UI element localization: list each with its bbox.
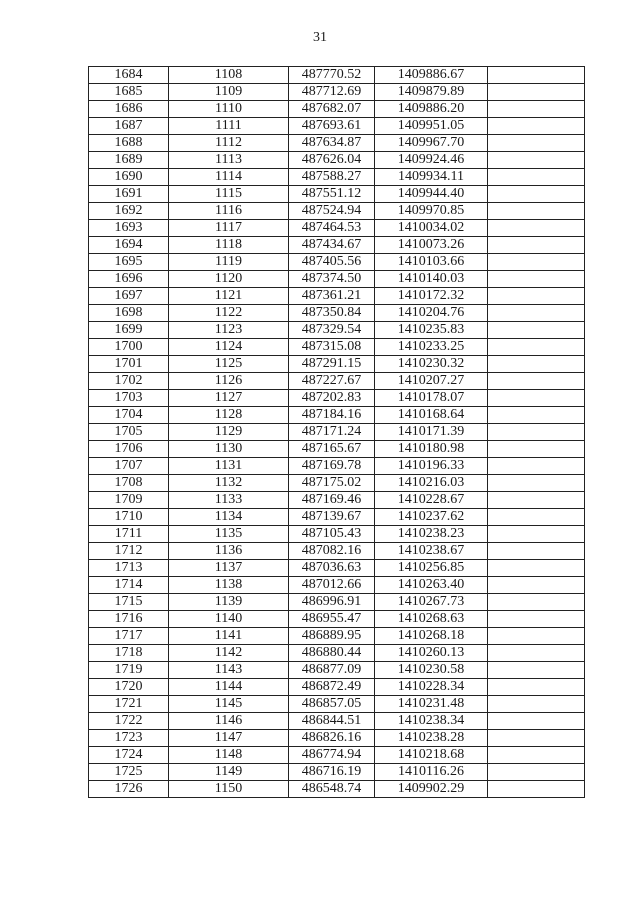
y-coordinate-cell: 1410231.48 (375, 696, 488, 713)
empty-cell (488, 577, 585, 594)
vertex-number-cell: 1142 (169, 645, 289, 662)
y-coordinate-cell: 1410073.26 (375, 237, 488, 254)
point-number-cell: 1719 (89, 662, 169, 679)
y-coordinate-cell: 1410260.13 (375, 645, 488, 662)
y-coordinate-cell: 1410228.67 (375, 492, 488, 509)
x-coordinate-cell: 487682.07 (289, 101, 375, 118)
y-coordinate-cell: 1410267.73 (375, 594, 488, 611)
table-row (89, 220, 585, 237)
empty-cell (488, 84, 585, 101)
y-coordinate-cell: 1410238.67 (375, 543, 488, 560)
table-row (89, 169, 585, 186)
x-coordinate-cell: 487434.67 (289, 237, 375, 254)
table-row (89, 322, 585, 339)
empty-cell (488, 203, 585, 220)
empty-cell (488, 322, 585, 339)
x-coordinate-cell: 487139.67 (289, 509, 375, 526)
point-number-cell: 1707 (89, 458, 169, 475)
vertex-number-cell: 1139 (169, 594, 289, 611)
point-number-cell: 1724 (89, 747, 169, 764)
vertex-number-cell: 1131 (169, 458, 289, 475)
table-row (89, 662, 585, 679)
table-row (89, 390, 585, 407)
y-coordinate-cell: 1410268.18 (375, 628, 488, 645)
point-number-cell: 1696 (89, 271, 169, 288)
point-number-cell: 1694 (89, 237, 169, 254)
vertex-number-cell: 1150 (169, 781, 289, 798)
empty-cell (488, 509, 585, 526)
empty-cell (488, 594, 585, 611)
x-coordinate-cell: 486877.09 (289, 662, 375, 679)
empty-cell (488, 747, 585, 764)
y-coordinate-cell: 1410204.76 (375, 305, 488, 322)
y-coordinate-cell: 1410034.02 (375, 220, 488, 237)
x-coordinate-cell: 487036.63 (289, 560, 375, 577)
x-coordinate-cell: 486880.44 (289, 645, 375, 662)
table-row (89, 492, 585, 509)
point-number-cell: 1716 (89, 611, 169, 628)
empty-cell (488, 781, 585, 798)
empty-cell (488, 356, 585, 373)
point-number-cell: 1703 (89, 390, 169, 407)
coordinates-table (88, 66, 585, 798)
table-row (89, 152, 585, 169)
x-coordinate-cell: 487184.16 (289, 407, 375, 424)
x-coordinate-cell: 486548.74 (289, 781, 375, 798)
point-number-cell: 1718 (89, 645, 169, 662)
vertex-number-cell: 1143 (169, 662, 289, 679)
empty-cell (488, 628, 585, 645)
vertex-number-cell: 1112 (169, 135, 289, 152)
table-row (89, 747, 585, 764)
y-coordinate-cell: 1410237.62 (375, 509, 488, 526)
point-number-cell: 1712 (89, 543, 169, 560)
x-coordinate-cell: 487012.66 (289, 577, 375, 594)
vertex-number-cell: 1124 (169, 339, 289, 356)
vertex-number-cell: 1141 (169, 628, 289, 645)
y-coordinate-cell: 1410116.26 (375, 764, 488, 781)
empty-cell (488, 679, 585, 696)
vertex-number-cell: 1127 (169, 390, 289, 407)
empty-cell (488, 101, 585, 118)
y-coordinate-cell: 1409944.40 (375, 186, 488, 203)
point-number-cell: 1706 (89, 441, 169, 458)
y-coordinate-cell: 1410180.98 (375, 441, 488, 458)
x-coordinate-cell: 487082.16 (289, 543, 375, 560)
table-row (89, 101, 585, 118)
empty-cell (488, 288, 585, 305)
empty-cell (488, 492, 585, 509)
table-row (89, 543, 585, 560)
vertex-number-cell: 1110 (169, 101, 289, 118)
table-row (89, 781, 585, 798)
point-number-cell: 1720 (89, 679, 169, 696)
point-number-cell: 1701 (89, 356, 169, 373)
y-coordinate-cell: 1410228.34 (375, 679, 488, 696)
y-coordinate-cell: 1410233.25 (375, 339, 488, 356)
y-coordinate-cell: 1410216.03 (375, 475, 488, 492)
point-number-cell: 1684 (89, 67, 169, 84)
point-number-cell: 1699 (89, 322, 169, 339)
table-row (89, 730, 585, 747)
vertex-number-cell: 1136 (169, 543, 289, 560)
table-row (89, 645, 585, 662)
point-number-cell: 1723 (89, 730, 169, 747)
x-coordinate-cell: 487634.87 (289, 135, 375, 152)
x-coordinate-cell: 487350.84 (289, 305, 375, 322)
point-number-cell: 1698 (89, 305, 169, 322)
point-number-cell: 1708 (89, 475, 169, 492)
y-coordinate-cell: 1410140.03 (375, 271, 488, 288)
x-coordinate-cell: 487169.78 (289, 458, 375, 475)
empty-cell (488, 764, 585, 781)
x-coordinate-cell: 486716.19 (289, 764, 375, 781)
vertex-number-cell: 1135 (169, 526, 289, 543)
vertex-number-cell: 1128 (169, 407, 289, 424)
x-coordinate-cell: 487464.53 (289, 220, 375, 237)
point-number-cell: 1725 (89, 764, 169, 781)
x-coordinate-cell: 486955.47 (289, 611, 375, 628)
empty-cell (488, 118, 585, 135)
vertex-number-cell: 1116 (169, 203, 289, 220)
table-row (89, 424, 585, 441)
table-row (89, 271, 585, 288)
point-number-cell: 1705 (89, 424, 169, 441)
vertex-number-cell: 1133 (169, 492, 289, 509)
y-coordinate-cell: 1409886.20 (375, 101, 488, 118)
empty-cell (488, 730, 585, 747)
point-number-cell: 1702 (89, 373, 169, 390)
x-coordinate-cell: 486889.95 (289, 628, 375, 645)
empty-cell (488, 339, 585, 356)
table-row (89, 84, 585, 101)
point-number-cell: 1687 (89, 118, 169, 135)
empty-cell (488, 424, 585, 441)
x-coordinate-cell: 487361.21 (289, 288, 375, 305)
point-number-cell: 1700 (89, 339, 169, 356)
vertex-number-cell: 1130 (169, 441, 289, 458)
x-coordinate-cell: 487227.67 (289, 373, 375, 390)
empty-cell (488, 67, 585, 84)
y-coordinate-cell: 1409879.89 (375, 84, 488, 101)
y-coordinate-cell: 1409886.67 (375, 67, 488, 84)
empty-cell (488, 390, 585, 407)
y-coordinate-cell: 1410238.23 (375, 526, 488, 543)
vertex-number-cell: 1125 (169, 356, 289, 373)
table-row (89, 526, 585, 543)
point-number-cell: 1691 (89, 186, 169, 203)
x-coordinate-cell: 486857.05 (289, 696, 375, 713)
empty-cell (488, 373, 585, 390)
table-row (89, 67, 585, 84)
x-coordinate-cell: 486826.16 (289, 730, 375, 747)
x-coordinate-cell: 487712.69 (289, 84, 375, 101)
empty-cell (488, 407, 585, 424)
point-number-cell: 1686 (89, 101, 169, 118)
y-coordinate-cell: 1409902.29 (375, 781, 488, 798)
vertex-number-cell: 1148 (169, 747, 289, 764)
y-coordinate-cell: 1410263.40 (375, 577, 488, 594)
empty-cell (488, 135, 585, 152)
table-row (89, 441, 585, 458)
vertex-number-cell: 1119 (169, 254, 289, 271)
y-coordinate-cell: 1410235.83 (375, 322, 488, 339)
table-row (89, 288, 585, 305)
vertex-number-cell: 1123 (169, 322, 289, 339)
x-coordinate-cell: 487202.83 (289, 390, 375, 407)
empty-cell (488, 645, 585, 662)
table-row (89, 186, 585, 203)
vertex-number-cell: 1118 (169, 237, 289, 254)
x-coordinate-cell: 487171.24 (289, 424, 375, 441)
x-coordinate-cell: 487291.15 (289, 356, 375, 373)
empty-cell (488, 152, 585, 169)
x-coordinate-cell: 486844.51 (289, 713, 375, 730)
x-coordinate-cell: 487626.04 (289, 152, 375, 169)
table-row (89, 679, 585, 696)
vertex-number-cell: 1120 (169, 271, 289, 288)
y-coordinate-cell: 1410168.64 (375, 407, 488, 424)
table-row (89, 611, 585, 628)
empty-cell (488, 305, 585, 322)
vertex-number-cell: 1138 (169, 577, 289, 594)
x-coordinate-cell: 487405.56 (289, 254, 375, 271)
point-number-cell: 1713 (89, 560, 169, 577)
y-coordinate-cell: 1409970.85 (375, 203, 488, 220)
table-row (89, 594, 585, 611)
y-coordinate-cell: 1410238.34 (375, 713, 488, 730)
point-number-cell: 1710 (89, 509, 169, 526)
table-row (89, 577, 585, 594)
y-coordinate-cell: 1410171.39 (375, 424, 488, 441)
table-row (89, 237, 585, 254)
page-number: 31 (313, 30, 327, 45)
empty-cell (488, 543, 585, 560)
x-coordinate-cell: 487105.43 (289, 526, 375, 543)
y-coordinate-cell: 1409934.11 (375, 169, 488, 186)
y-coordinate-cell: 1409951.05 (375, 118, 488, 135)
x-coordinate-cell: 487329.54 (289, 322, 375, 339)
table-row (89, 560, 585, 577)
empty-cell (488, 441, 585, 458)
table-row (89, 339, 585, 356)
vertex-number-cell: 1115 (169, 186, 289, 203)
vertex-number-cell: 1145 (169, 696, 289, 713)
table-row (89, 475, 585, 492)
vertex-number-cell: 1134 (169, 509, 289, 526)
point-number-cell: 1714 (89, 577, 169, 594)
coordinates-table-body (89, 67, 585, 798)
vertex-number-cell: 1126 (169, 373, 289, 390)
point-number-cell: 1704 (89, 407, 169, 424)
vertex-number-cell: 1117 (169, 220, 289, 237)
x-coordinate-cell: 487770.52 (289, 67, 375, 84)
point-number-cell: 1709 (89, 492, 169, 509)
empty-cell (488, 237, 585, 254)
x-coordinate-cell: 487551.12 (289, 186, 375, 203)
table-row (89, 356, 585, 373)
y-coordinate-cell: 1410207.27 (375, 373, 488, 390)
empty-cell (488, 560, 585, 577)
empty-cell (488, 662, 585, 679)
y-coordinate-cell: 1410218.68 (375, 747, 488, 764)
point-number-cell: 1711 (89, 526, 169, 543)
vertex-number-cell: 1146 (169, 713, 289, 730)
vertex-number-cell: 1144 (169, 679, 289, 696)
empty-cell (488, 713, 585, 730)
point-number-cell: 1695 (89, 254, 169, 271)
table-row (89, 696, 585, 713)
empty-cell (488, 254, 585, 271)
vertex-number-cell: 1109 (169, 84, 289, 101)
point-number-cell: 1721 (89, 696, 169, 713)
x-coordinate-cell: 487588.27 (289, 169, 375, 186)
empty-cell (488, 696, 585, 713)
vertex-number-cell: 1129 (169, 424, 289, 441)
point-number-cell: 1689 (89, 152, 169, 169)
empty-cell (488, 186, 585, 203)
table-row (89, 203, 585, 220)
x-coordinate-cell: 486996.91 (289, 594, 375, 611)
table-row (89, 509, 585, 526)
vertex-number-cell: 1147 (169, 730, 289, 747)
point-number-cell: 1688 (89, 135, 169, 152)
y-coordinate-cell: 1410103.66 (375, 254, 488, 271)
x-coordinate-cell: 487374.50 (289, 271, 375, 288)
point-number-cell: 1726 (89, 781, 169, 798)
y-coordinate-cell: 1410256.85 (375, 560, 488, 577)
table-row (89, 764, 585, 781)
x-coordinate-cell: 487165.67 (289, 441, 375, 458)
empty-cell (488, 611, 585, 628)
y-coordinate-cell: 1410268.63 (375, 611, 488, 628)
empty-cell (488, 526, 585, 543)
table-row (89, 628, 585, 645)
vertex-number-cell: 1113 (169, 152, 289, 169)
empty-cell (488, 475, 585, 492)
point-number-cell: 1715 (89, 594, 169, 611)
table-row (89, 713, 585, 730)
table-row (89, 135, 585, 152)
vertex-number-cell: 1111 (169, 118, 289, 135)
point-number-cell: 1692 (89, 203, 169, 220)
vertex-number-cell: 1140 (169, 611, 289, 628)
y-coordinate-cell: 1409924.46 (375, 152, 488, 169)
y-coordinate-cell: 1410230.58 (375, 662, 488, 679)
y-coordinate-cell: 1410178.07 (375, 390, 488, 407)
x-coordinate-cell: 487693.61 (289, 118, 375, 135)
x-coordinate-cell: 486872.49 (289, 679, 375, 696)
vertex-number-cell: 1149 (169, 764, 289, 781)
vertex-number-cell: 1121 (169, 288, 289, 305)
point-number-cell: 1697 (89, 288, 169, 305)
table-row (89, 373, 585, 390)
table-row (89, 118, 585, 135)
point-number-cell: 1722 (89, 713, 169, 730)
point-number-cell: 1693 (89, 220, 169, 237)
empty-cell (488, 458, 585, 475)
vertex-number-cell: 1114 (169, 169, 289, 186)
x-coordinate-cell: 486774.94 (289, 747, 375, 764)
vertex-number-cell: 1122 (169, 305, 289, 322)
x-coordinate-cell: 487169.46 (289, 492, 375, 509)
y-coordinate-cell: 1410172.32 (375, 288, 488, 305)
table-row (89, 458, 585, 475)
empty-cell (488, 220, 585, 237)
table-row (89, 305, 585, 322)
vertex-number-cell: 1132 (169, 475, 289, 492)
vertex-number-cell: 1137 (169, 560, 289, 577)
point-number-cell: 1690 (89, 169, 169, 186)
point-number-cell: 1685 (89, 84, 169, 101)
vertex-number-cell: 1108 (169, 67, 289, 84)
table-row (89, 407, 585, 424)
x-coordinate-cell: 487175.02 (289, 475, 375, 492)
x-coordinate-cell: 487315.08 (289, 339, 375, 356)
empty-cell (488, 271, 585, 288)
point-number-cell: 1717 (89, 628, 169, 645)
y-coordinate-cell: 1410238.28 (375, 730, 488, 747)
y-coordinate-cell: 1410196.33 (375, 458, 488, 475)
empty-cell (488, 169, 585, 186)
y-coordinate-cell: 1410230.32 (375, 356, 488, 373)
y-coordinate-cell: 1409967.70 (375, 135, 488, 152)
x-coordinate-cell: 487524.94 (289, 203, 375, 220)
table-row (89, 254, 585, 271)
